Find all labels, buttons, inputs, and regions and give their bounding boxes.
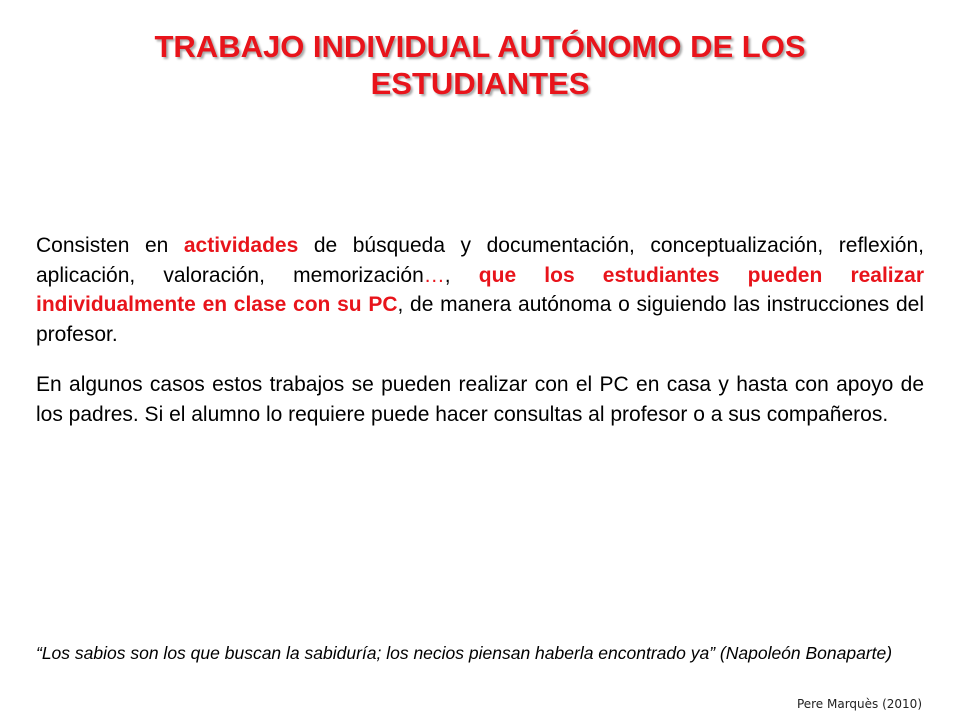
paragraph-activities: [36, 231, 924, 349]
slide-title-line-2: ESTUDIANTES: [370, 66, 590, 101]
ellipsis-mark: …: [423, 263, 445, 287]
paragraph-activities-part-4: , de manera autónoma o siguiendo las instrucciones del profesor.: [36, 293, 925, 346]
slide-title: [60, 28, 900, 102]
paragraph-home-work: En algunos casos estos trabajos se pueden realizar con el PC en casa y hasta con apoyo de los padres. Si el alumno lo requiere puede hacer consultas al profesor o a sus compañeros.: [36, 373, 924, 426]
paragraph-activities-part-3: ,: [444, 263, 479, 287]
slide-body: [36, 231, 924, 429]
highlight-individual-work: que los estudiantes pueden realizar individualmente en clase con su PC: [36, 263, 924, 316]
author-credit: Pere Marquès (2010): [796, 697, 922, 711]
highlight-actividades: actividades: [183, 234, 299, 257]
napoleon-quote: “Los sabios son los que buscan la sabiduría; los necios piensan haberla encontrado ya” (Napoleón Bonaparte): [36, 643, 893, 663]
slide-title-line-1: TRABAJO INDIVIDUAL AUTÓNOMO DE LOS: [154, 29, 806, 64]
paragraph-activities-part-1: Consisten en: [36, 234, 184, 257]
paragraph-activities-part-2: de búsqueda y documentación, conceptualización, reflexión, aplicación, valoración, memorización: [36, 234, 924, 287]
